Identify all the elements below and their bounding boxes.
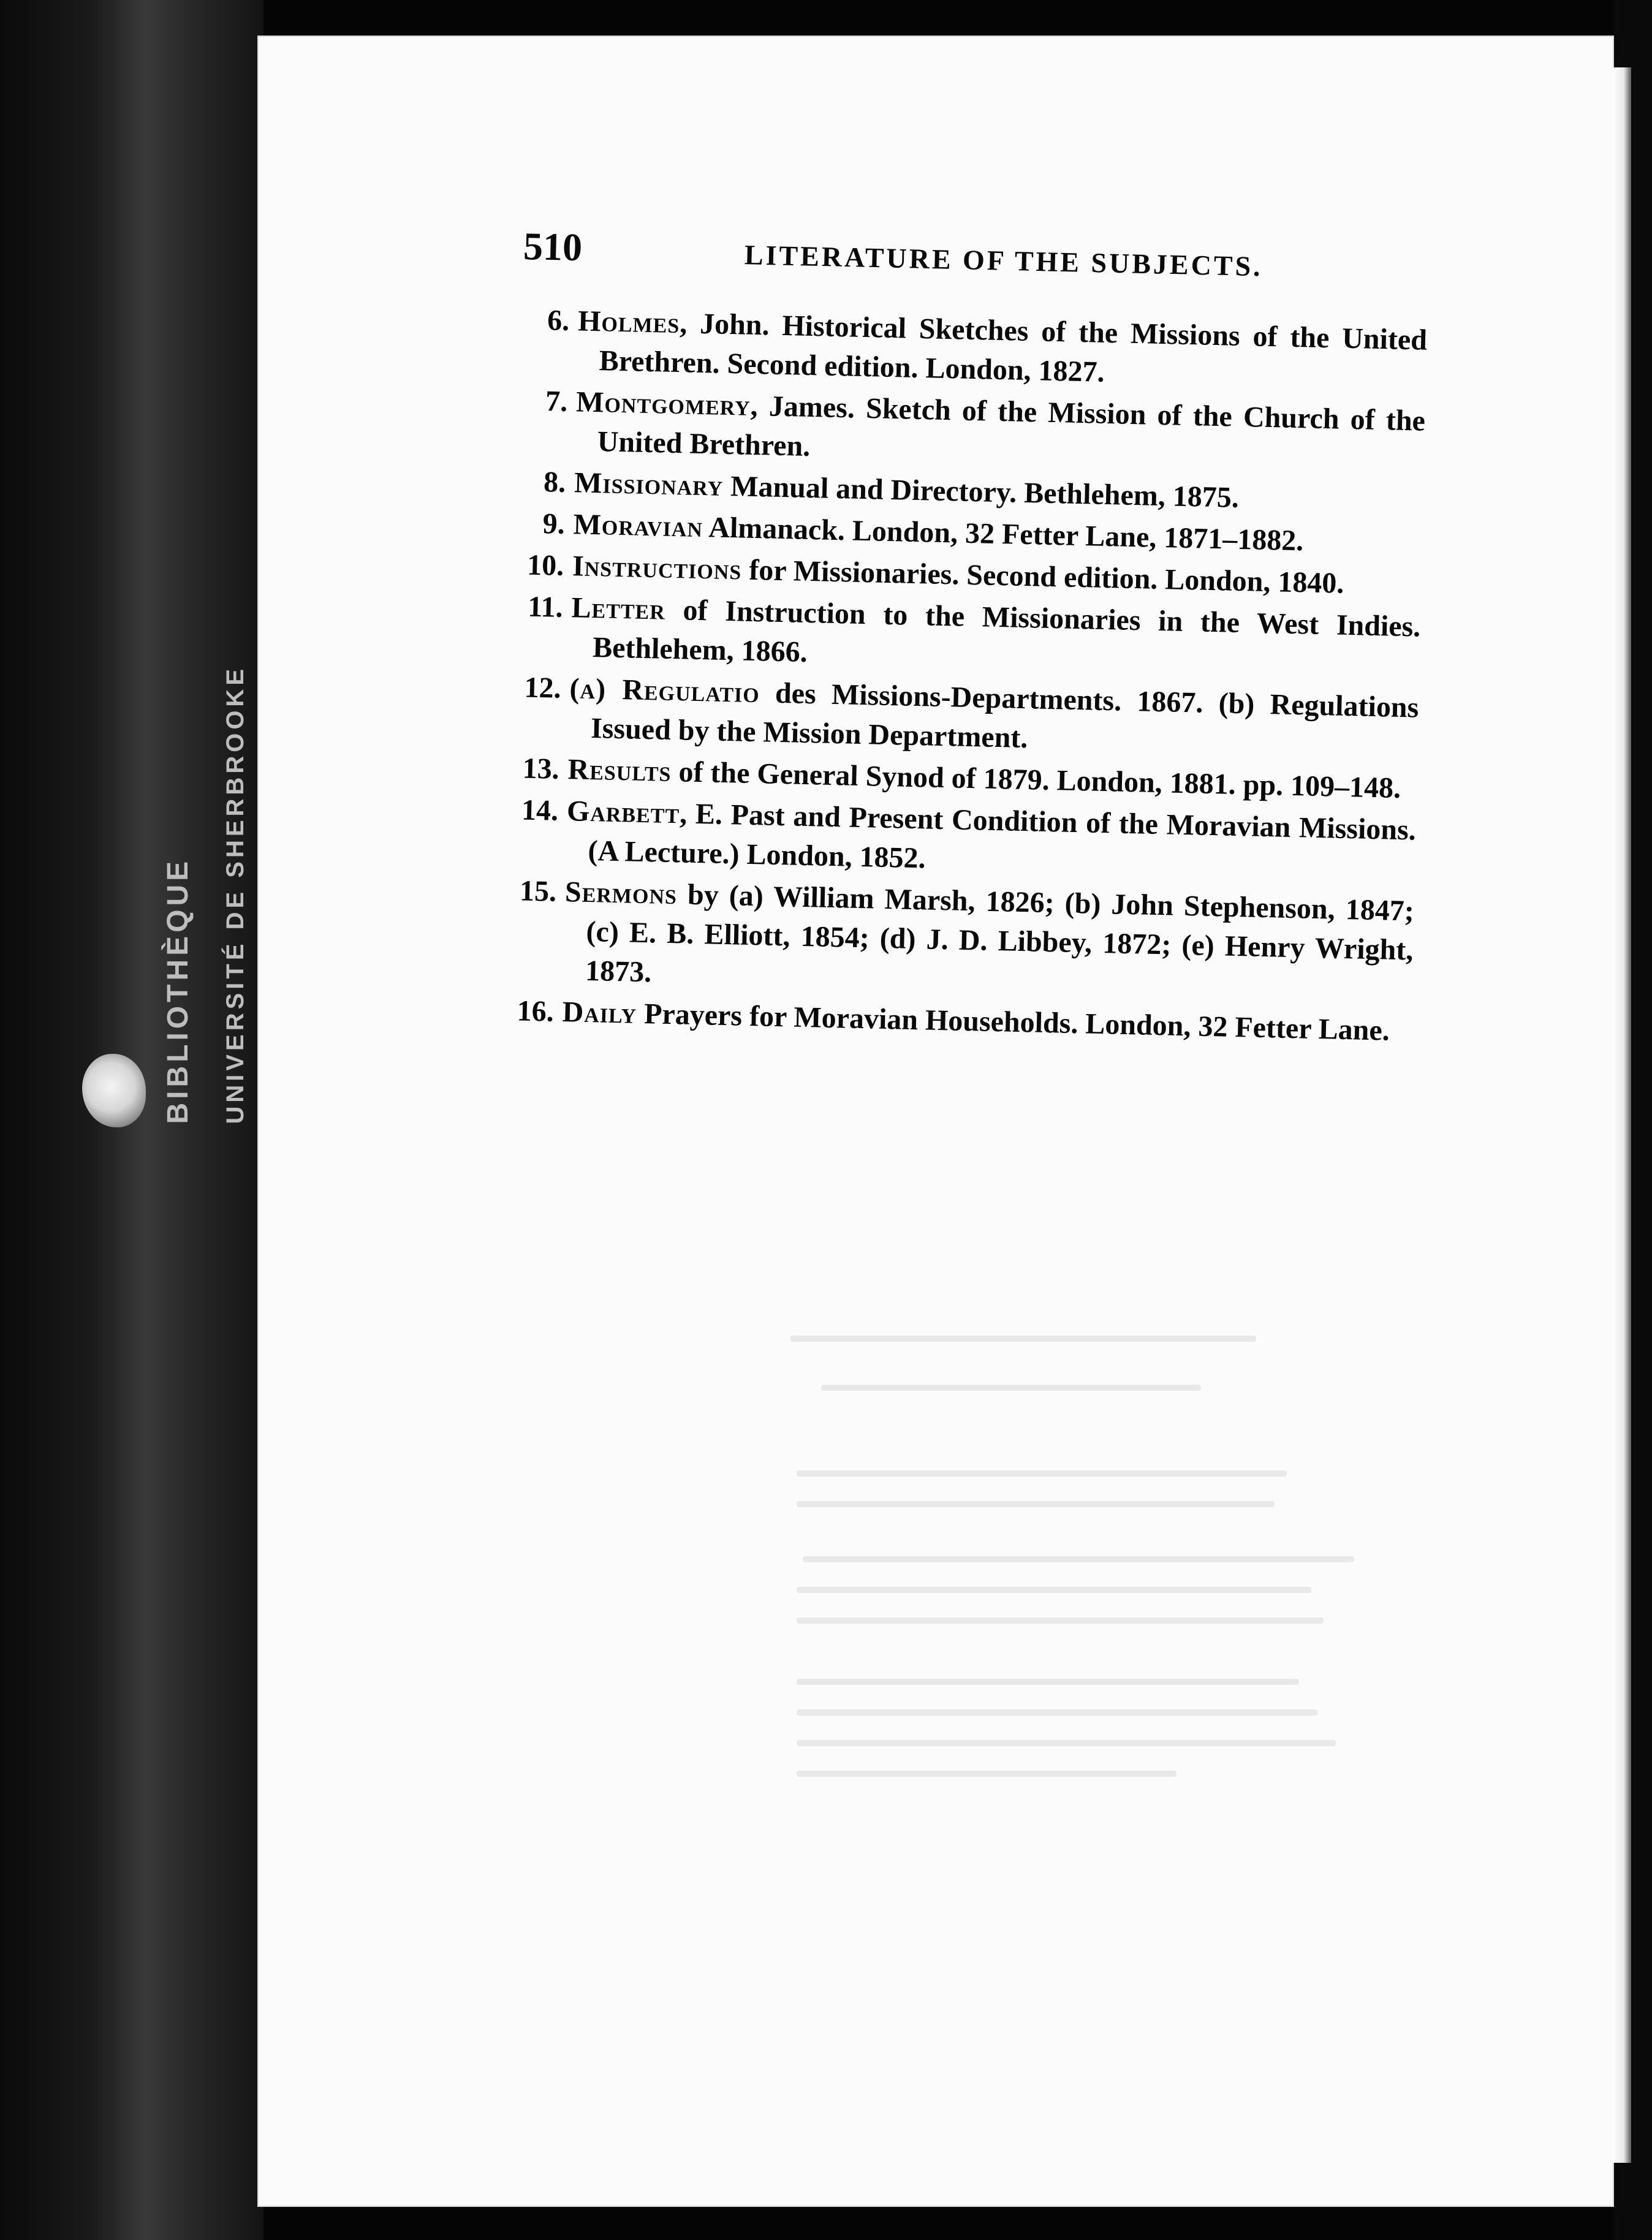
- page-number: 510: [523, 224, 583, 270]
- entry-text: Manual and Directory. Bethlehem, 1875.: [722, 469, 1240, 514]
- stamp-line-1: BIBLIOTHÈQUE: [162, 857, 194, 1124]
- entry-head: Results: [567, 753, 672, 788]
- entry-head: (a) Regulatio: [569, 672, 760, 709]
- bleed-through-line: [803, 1556, 1354, 1562]
- bleed-through-line: [797, 1679, 1299, 1685]
- entry-number: 11.: [527, 590, 564, 624]
- entry-number: 12.: [524, 671, 562, 705]
- bleed-through-line: [797, 1740, 1336, 1746]
- bleed-through-line: [797, 1501, 1275, 1507]
- entry-text: of Instruction to the Missionaries in the West Indies. Bethlehem, 1866.: [592, 593, 1421, 668]
- bleed-through-line: [797, 1587, 1311, 1593]
- entry-text: , E. Past and Present Condition of the Moravian Missions. (A Lecture.) London, 1852.: [588, 797, 1417, 875]
- entry-number: 10.: [526, 548, 564, 582]
- entry-number: 15.: [519, 874, 557, 908]
- entry-head: Instructions: [572, 550, 743, 586]
- entry-text: Prayers for Moravian Households. London, 32 Fetter Lane.: [636, 997, 1390, 1047]
- bleed-through-line: [797, 1618, 1324, 1624]
- bleed-through-line: [797, 1771, 1176, 1777]
- entry-number: 14.: [521, 793, 559, 827]
- library-stamp: [153, 662, 257, 1127]
- entry-text: , James. Sketch of the Mission of the Church of the United Brethren.: [597, 389, 1426, 463]
- entry-head: Moravian: [573, 508, 703, 544]
- entry-number: 7.: [545, 385, 568, 418]
- entry-text: Almanack. London, 32 Fetter Lane, 1871–1882.: [702, 511, 1304, 558]
- entry-text: des Missions-Departments. 1867. (b) Regulations Issued by the Mission Department.: [590, 676, 1419, 755]
- entry-number: 16.: [517, 994, 555, 1028]
- entry-number: 9.: [542, 507, 566, 540]
- entry-text: by (a) William Marsh, 1826; (b) John Stephenson, 1847; (c) E. B. Elliott, 1854; (d) J. D. Libbey, 1872; (e) Henry Wright, 1873.: [585, 878, 1415, 989]
- entry-text: for Missionaries. Second edition. London, 1840.: [741, 553, 1345, 600]
- running-title: LITERATURE OF THE SUBJECTS.: [744, 239, 1264, 282]
- entry-head: Garbett: [566, 795, 680, 830]
- bibliography-entry: [499, 871, 1414, 1010]
- next-leaf-edge: [1613, 67, 1631, 2163]
- entry-number: 8.: [543, 466, 566, 499]
- entry-head: Sermons: [564, 876, 678, 911]
- stamp-line-2: UNIVERSITÉ DE SHERBROOKE: [222, 665, 249, 1124]
- entry-text: , John. Historical Sketches of the Missions of the United Brethren. Second edition. London, 1827.: [599, 307, 1428, 388]
- stamp-lines: [161, 665, 249, 1124]
- entry-head: Holmes: [577, 305, 680, 340]
- entry-number: 13.: [522, 752, 560, 785]
- bleed-through-line: [797, 1709, 1317, 1716]
- entry-head: Montgomery: [575, 385, 751, 422]
- bleed-through-line: [797, 1470, 1287, 1477]
- bleed-through-line: [821, 1385, 1201, 1391]
- entry-head: Daily: [562, 996, 637, 1030]
- entry-text: of the General Synod of 1879. London, 1881. pp. 109–148.: [670, 755, 1401, 805]
- entry-number: 6.: [547, 304, 570, 338]
- bleed-through-line: [790, 1336, 1256, 1342]
- entry-head: Letter: [571, 591, 666, 626]
- entry-head: Missionary: [574, 466, 724, 502]
- bibliography-list: [498, 300, 1428, 1053]
